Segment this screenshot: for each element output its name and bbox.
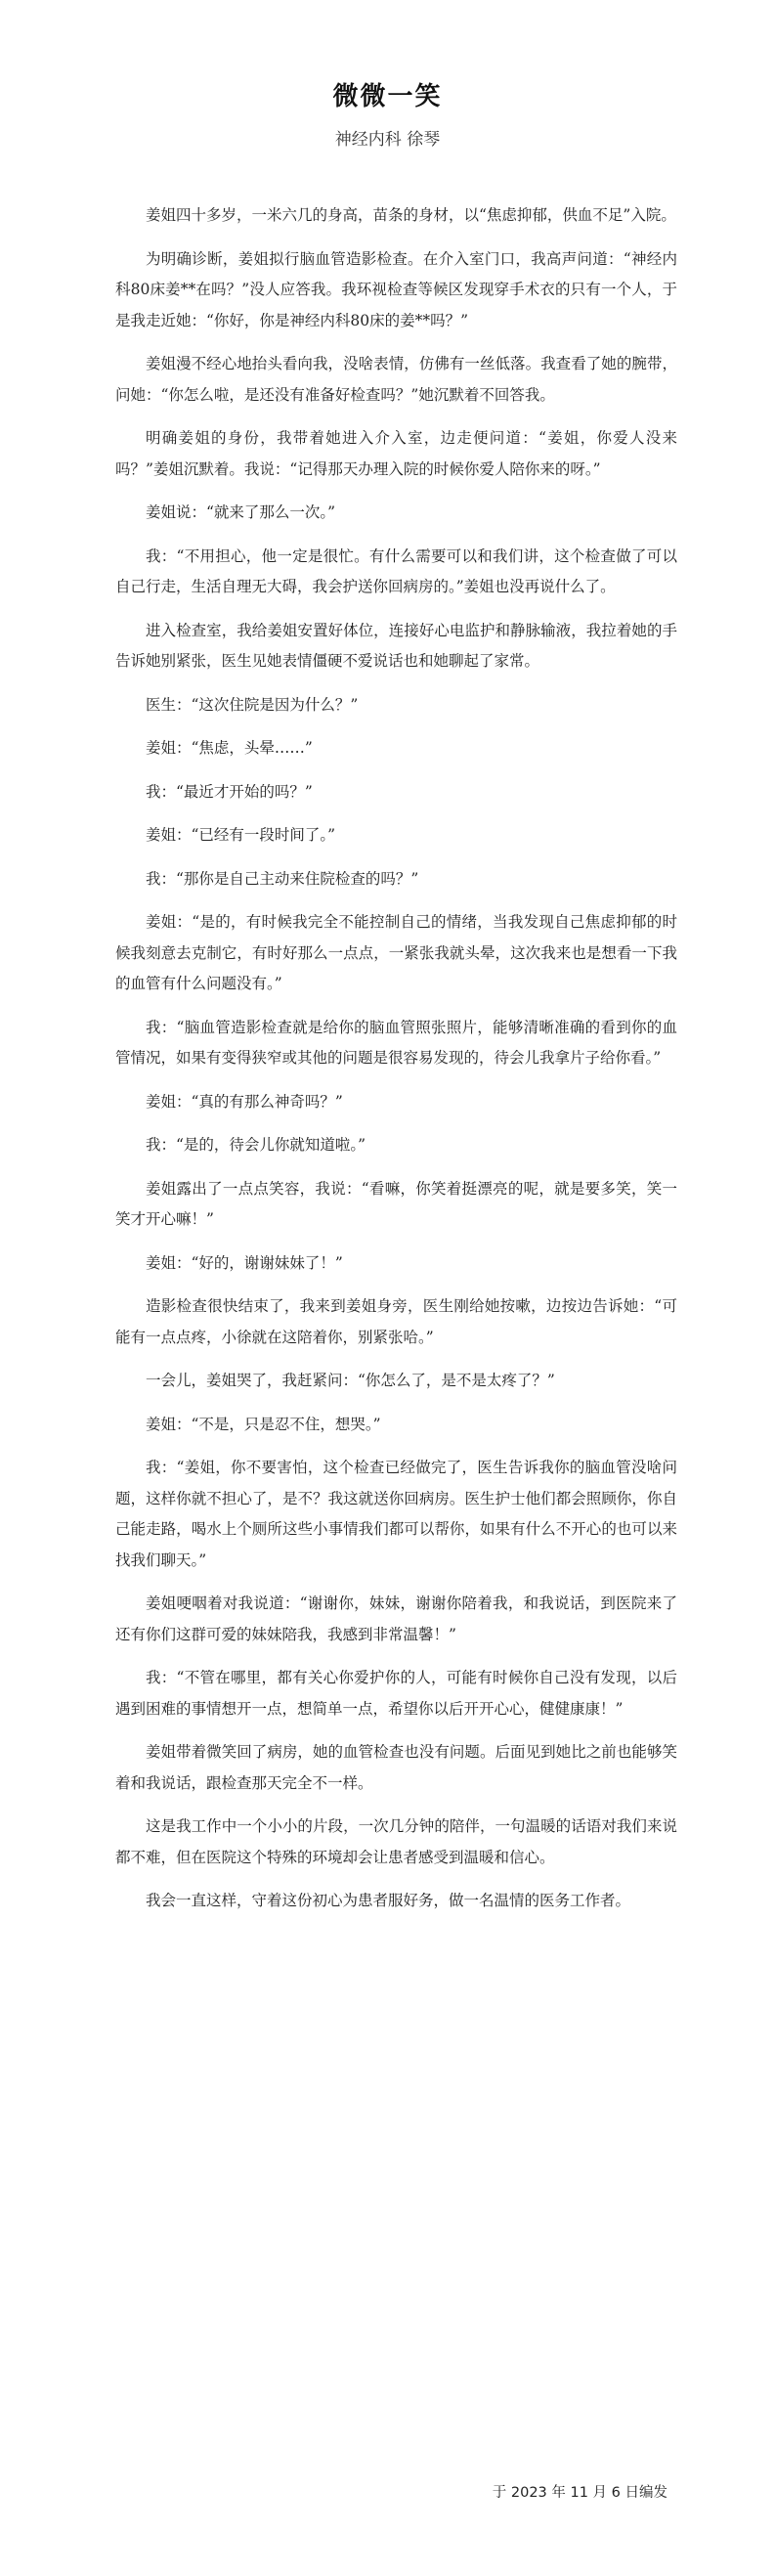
article-byline: 神经内科 徐琴 (334, 130, 441, 150)
paragraph: 这是我工作中一个小小的片段，一次几分钟的陪伴，一句温暖的话语对我们来说都不难，但在医院这个特殊的环境却会让患者感受到温暖和信心。 (115, 1817, 677, 1866)
paragraph: 姜姐带着微笑回了病房，她的血管检查也没有问题。后面见到她比之前也能够笑着和我说话，跟检查那天完全不一样。 (115, 1743, 677, 1792)
paragraph: 姜姐露出了一点点笑容，我说：“看嘛，你笑着挺漂亮的呢，就是要多笑，笑一笑才开心嘛！” (115, 1179, 677, 1228)
paragraph: 进入检查室，我给姜姐安置好体位，连接好心电监护和静脉输液，我拉着她的手告诉她别紧张，医生见她表情僵硬不爱说话也和她聊起了家常。 (115, 621, 677, 670)
paragraph: 姜姐：“真的有那么神奇吗？” (146, 1092, 343, 1111)
paragraph: 造影检查很快结束了，我来到姜姐身旁，医生刚给她按嗽，边按边告诉她：“可能有一点点疼，小徐就在这陪着你，别紧张哈。” (115, 1297, 677, 1346)
paragraph: 姜姐：“好的，谢谢妹妹了！” (146, 1253, 343, 1272)
paragraph: 姜姐：“不是，只是忍不住，想哭。” (146, 1415, 381, 1433)
paragraph: 我：“姜姐，你不要害怕，这个检查已经做完了，医生告诉我你的脑血管没啥问题，这样你就不担心了，是不？我这就送你回病房。医生护士他们都会照顾你，你自己能走路，喝水上个厕所这些小事情我们都可以帮你，如果有什么不开心的也可以来找我们聊天。” (115, 1459, 677, 1569)
paragraph: 明确姜姐的身份，我带着她进入介入室，边走便问道：“姜姐，你爱人没来吗？”姜姐沉默着。我说：“记得那天办理入院的时候你爱人陪你来的呀。” (115, 429, 677, 478)
paragraph: 我：“脑血管造影检查就是给你的脑血管照张照片，能够清晰准确的看到你的血管情况，如果有变得狭窄或其他的问题是很容易发现的，待会儿我拿片子给你看。” (115, 1018, 677, 1067)
publish-date: 于 2023 年 11 月 6 日编发 (492, 2485, 667, 2501)
paragraph: 姜姐哽咽着对我说道：“谢谢你，妹妹，谢谢你陪着我，和我说话，到医院来了还有你们这群可爱的妹妹陪我，我感到非常温馨！” (115, 1594, 677, 1643)
paragraph: 姜姐四十多岁，一米六几的身高，苗条的身材，以“焦虑抑郁，供血不足”入院。 (146, 206, 676, 224)
paragraph: 姜姐：“焦虑，头晕……” (146, 739, 313, 757)
paragraph: 我：“是的，待会儿你就知道啦。” (146, 1136, 366, 1154)
paragraph: 医生：“这次住院是因为什么？” (146, 695, 359, 714)
paragraph: 我：“不管在哪里，都有关心你爱护你的人，可能有时候你自己没有发现，以后遇到困难的事情想开一点，想简单一点，希望你以后开开心心，健健康康！” (115, 1669, 677, 1718)
article-title: 微微一笑 (332, 82, 443, 111)
paragraph: 一会儿，姜姐哭了，我赶紧问：“你怎么了，是不是太疼了？” (146, 1372, 555, 1389)
article-body (115, 200, 677, 1930)
paragraph: 姜姐：“已经有一段时间了。” (146, 826, 336, 844)
paragraph: 我：“最近才开始的吗？” (146, 782, 313, 801)
paragraph: 为明确诊断，姜姐拟行脑血管造影检查。在介入室门口，我高声问道：“神经内科80床姜**在吗？”没人应答我。我环视检查等候区发现穿手术衣的只有一个人，于是我走近她：“你好，你是神经内科80床的姜**吗？” (115, 249, 677, 329)
paragraph: 我：“那你是自己主动来住院检查的吗？” (146, 869, 419, 888)
paragraph: 我：“不用担心，他一定是很忙。有什么需要可以和我们讲，这个检查做了可以自己行走，生活自理无大碍，我会护送你回病房的。”姜姐也没再说什么了。 (115, 546, 677, 595)
paragraph: 我会一直这样，守着这份初心为患者服好务，做一名温情的医务工作者。 (146, 1892, 631, 1909)
paragraph: 姜姐说：“就来了那么一次。” (146, 503, 336, 521)
paragraph: 姜姐漫不经心地抬头看向我，没啥表情，仿佛有一丝低落。我查看了她的腕带，问她：“你怎么啦，是还没有准备好检查吗？”她沉默着不回答我。 (115, 355, 677, 404)
paragraph: 姜姐：“是的，有时候我完全不能控制自己的情绪，当我发现自己焦虑抑郁的时候我刻意去克制它，有时好那么一点点，一紧张我就头晕，这次我来也是想看一下我的血管有什么问题没有。” (115, 913, 677, 992)
